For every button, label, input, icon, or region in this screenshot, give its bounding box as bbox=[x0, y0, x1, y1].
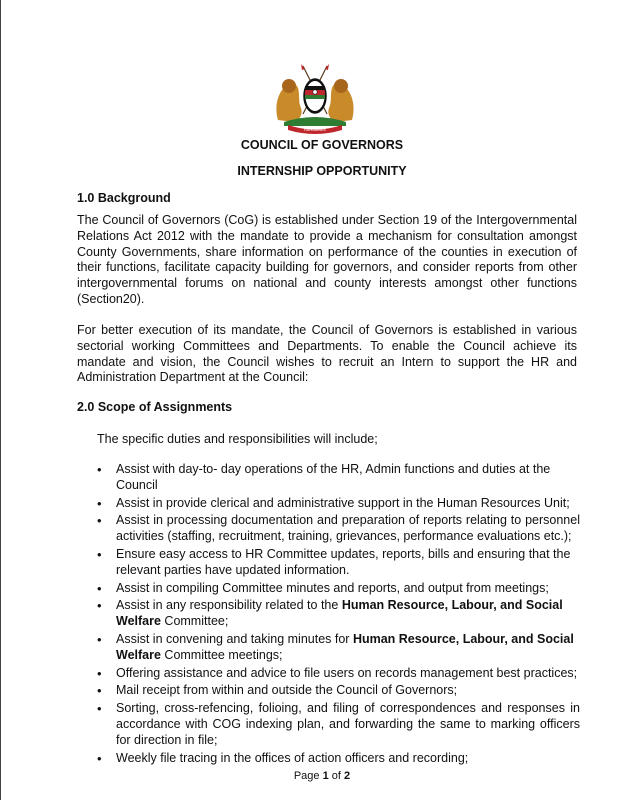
page-total: 2 bbox=[344, 770, 351, 782]
background-paragraph-2: For better execution of its mandate, the Council of Governors is established in various sectorial working Committees and Departments. To enable the Council achieve its mandate and vision, the Council wishes to recruit an Intern to support the HR and Administration Department at the Council: bbox=[77, 323, 577, 385]
crest-motto: HARAMBEE bbox=[303, 127, 327, 132]
page-edge bbox=[0, 0, 1, 800]
scope-heading: 2.0 Scope of Assignments bbox=[77, 400, 233, 414]
page-word: Page bbox=[293, 770, 320, 782]
committee-name: Human Resource, Labour, and Social Welfare bbox=[116, 598, 563, 629]
list-item: • Sorting, cross-refencing, folioing, and filing of correspondences and responses in accordance with COG indexing plan, and forwarding the same to marking officers for direction in file; bbox=[97, 701, 580, 748]
list-item: • Assist in processing documentation and preparation of reports relating to personnel activities (staffing, recruitment, training, grievances, performance evaluations etc.); bbox=[97, 513, 580, 545]
organization-title: COUNCIL OF GOVERNORS bbox=[240, 138, 404, 152]
committee-name: Human Resource, Labour, and Social Welfare bbox=[116, 631, 574, 662]
list-item: • Offering assistance and advice to file users on records management best practices; bbox=[97, 666, 580, 682]
list-item: • Weekly file tracing in the offices of action officers and recording; bbox=[97, 751, 580, 767]
list-item: • Assist in convening and taking minutes for Human Resource, Labour, and Social Welfare Committee meetings; bbox=[97, 632, 580, 664]
list-item: • Assist in any responsibility related to the Human Resource, Labour, and Social Welfare Committee; bbox=[97, 598, 580, 630]
list-item: • Assist in compiling Committee minutes and reports, and output from meetings; bbox=[97, 581, 580, 597]
list-item: • Ensure easy access to HR Committee updates, reports, bills and ensuring that the relevant parties have updated information. bbox=[97, 547, 580, 579]
page-footer bbox=[0, 770, 644, 782]
list-item: • Mail receipt from within and outside the Council of Governors; bbox=[97, 683, 580, 699]
coat-of-arms-icon bbox=[270, 62, 360, 134]
list-item: • Assist in provide clerical and administrative support in the Human Resources Unit; bbox=[97, 496, 580, 512]
background-heading: 1.0 Background bbox=[77, 191, 171, 205]
page-number: 1 bbox=[322, 770, 329, 782]
duties-list bbox=[97, 462, 580, 768]
list-item: • Assist with day-to- day operations of the HR, Admin functions and duties at the Council bbox=[97, 462, 580, 494]
document-title: INTERNSHIP OPPORTUNITY bbox=[237, 164, 407, 178]
background-paragraph-1: The Council of Governors (CoG) is established under Section 19 of the Intergovernmental Relations Act 2012 with the mandate to provide a mechanism for consultation amongst County Governments, share information on performance of the counties in execution of their functions, facilitate capacity building for governors, and consider reports from other intergovernmental forums on national and county interests amongst other functions (Section20). bbox=[77, 213, 577, 306]
scope-intro: The specific duties and responsibilities will include; bbox=[97, 432, 378, 446]
of-word: of bbox=[331, 770, 341, 782]
